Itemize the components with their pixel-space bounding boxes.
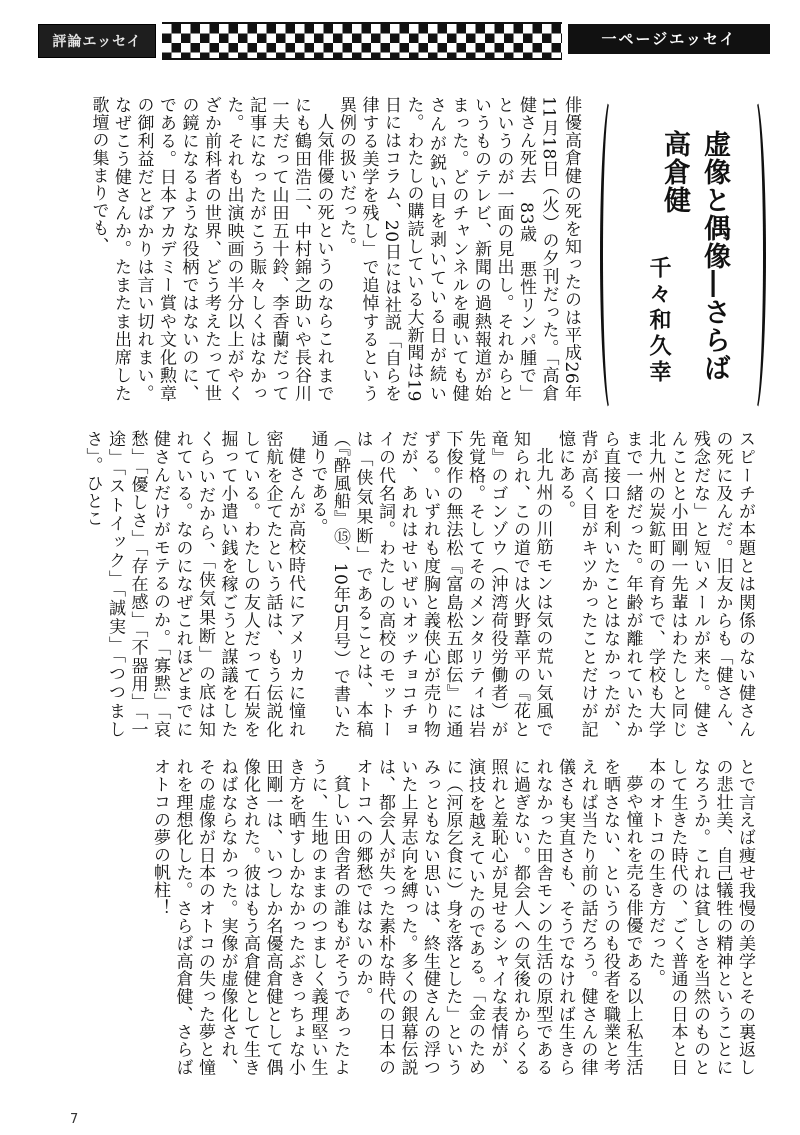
left-parenthesis-decoration [600,96,622,414]
paragraph: 健さんが高校時代にアメリカに憧れ密航を企てたという話は、もう伝説化している。わたしの友人だって石炭を掘って小遣い銭を稼ごうと謀議をしたくらいだから、「侠気果断」の底は知れている。なのになぜこれほどまでに健さんだけがモテるのか。「寡黙」「哀愁」「優しさ」「存在感」「不器用」「一途」「ストイック」「誠実」「つつましさ」。ひとこ [82,430,305,738]
body-text-block-top [42,96,582,402]
paragraph: 俳優高倉健の死を知ったのは平成26年11月18日（火）の夕刊だった。「高倉健さん死去 83歳 悪性リンパ腫で」というのが一面の見出し。それからというものテレビ、新聞の過熱報道が始まった。どのチャンネルを覗いても健さんが鋭い目を剥いている日が続いた。わたしの購読している大新聞は19日にはコラム、20日には社説「自らを律する美学を残し」で追悼するという異例の扱いだった。 [336,96,581,402]
paragraph: 人気俳優の死というのならこれまでにも鶴田浩二、中村錦之助いや長谷川一夫だって山田五十鈴、李香蘭だって記事になったがこう賑々しくはなかった。それも出演映画の半分以上がやくざか前科者の世界、どう考えたって世の鏡になるような役柄ではないのに、である。日本アカデミー賞や文化勲章の御利益だとばかりは言い切れまい。なぜこう健さんか。たまたま出席した歌壇の集まりでも、 [88,96,334,402]
page-number: 7 [70,1112,79,1127]
paragraph: スピーチが本題とは関係のない健さんの死に及んだ。旧友からも「健さん、残念だな」と短いメールが来た。健さんことと小田剛一先輩はわたしと同じ北九州の炭鉱町の育ちで、学校も大学まで一緒だった。年齢が離れていたから直接口を利いたことはなかったが、背が高く目がキツかったことだけが記憶にある。 [555,430,755,738]
body-text-block-middle [44,430,756,738]
right-parenthesis-decoration [744,96,766,414]
body-text-block-bottom [38,758,756,1076]
header-band [0,0,800,70]
paragraph: とで言えば痩せ我慢の美学とその裏返しの悲壮美、自己犠牲の精神ということになろうか。これは貧しさを当然のものとして生きた時代の、ごく普通の日本と日本のオトコの生き方だった。 [645,758,755,1076]
article-title: 虚像と偶像―さらば高倉健 [659,130,730,382]
paragraph: 貧しい田舎者の誰もがそうであったように、生地のままのつましく義理堅い生き方を晒すしかなかったぶきっちょな小田剛一は、いつしか名優高倉健として偶像化された。彼はもう高倉健として生きねばならなかった。実像が虚像化され、その虚像が日本のオトコの失った夢と憧れを理想化した。さらば高倉健、さらばオトコの夢の帆柱！ [150,758,350,1076]
series-label: 一ページエッセイ [568,24,770,54]
title-panel [596,86,770,424]
section-label: 評論エッセイ [38,24,156,58]
author-name: 千々和久幸 [646,256,672,386]
paragraph: 北九州の川筋モンは気の荒い気風で知られ、この道では火野葦平の『花と竜』のゴンゾウ（沖湾荷役労働者）が先覚格。そしてそのメンタリティは岩下俊作の無法松『富島松五郎伝』に通ずる。いずれも度胸と義侠心が売り物だが、あれはせいぜいオッチョコチョイの代名詞。わたしの高校のモットーは「侠気果断」であることは、本稿（『酔風船』⑮、10年5月号）で書いた通りである。 [307,430,553,738]
paragraph: 夢や憧れを売る俳優である以上私生活を晒さない、というのも役者を職業と考えれば当たり前の話だろう。健さんの律儀さも実直さも、そうでなければ生きられなかった田舎モンの生活の原型であるに過ぎない。都会人への気後れからくる照れと羞恥心が見せるシャイな表情が、演技を越えていたのである。「金のために（河原乞食に）身を落とした」というみっともない思いは、終生健さんの浮ついた上昇志向を縛った。多くの銀幕伝説は、都会人が失った素朴な時代の日本のオトコへの郷愁ではないのか。 [352,758,643,1076]
checker-pattern-decoration [162,22,562,60]
